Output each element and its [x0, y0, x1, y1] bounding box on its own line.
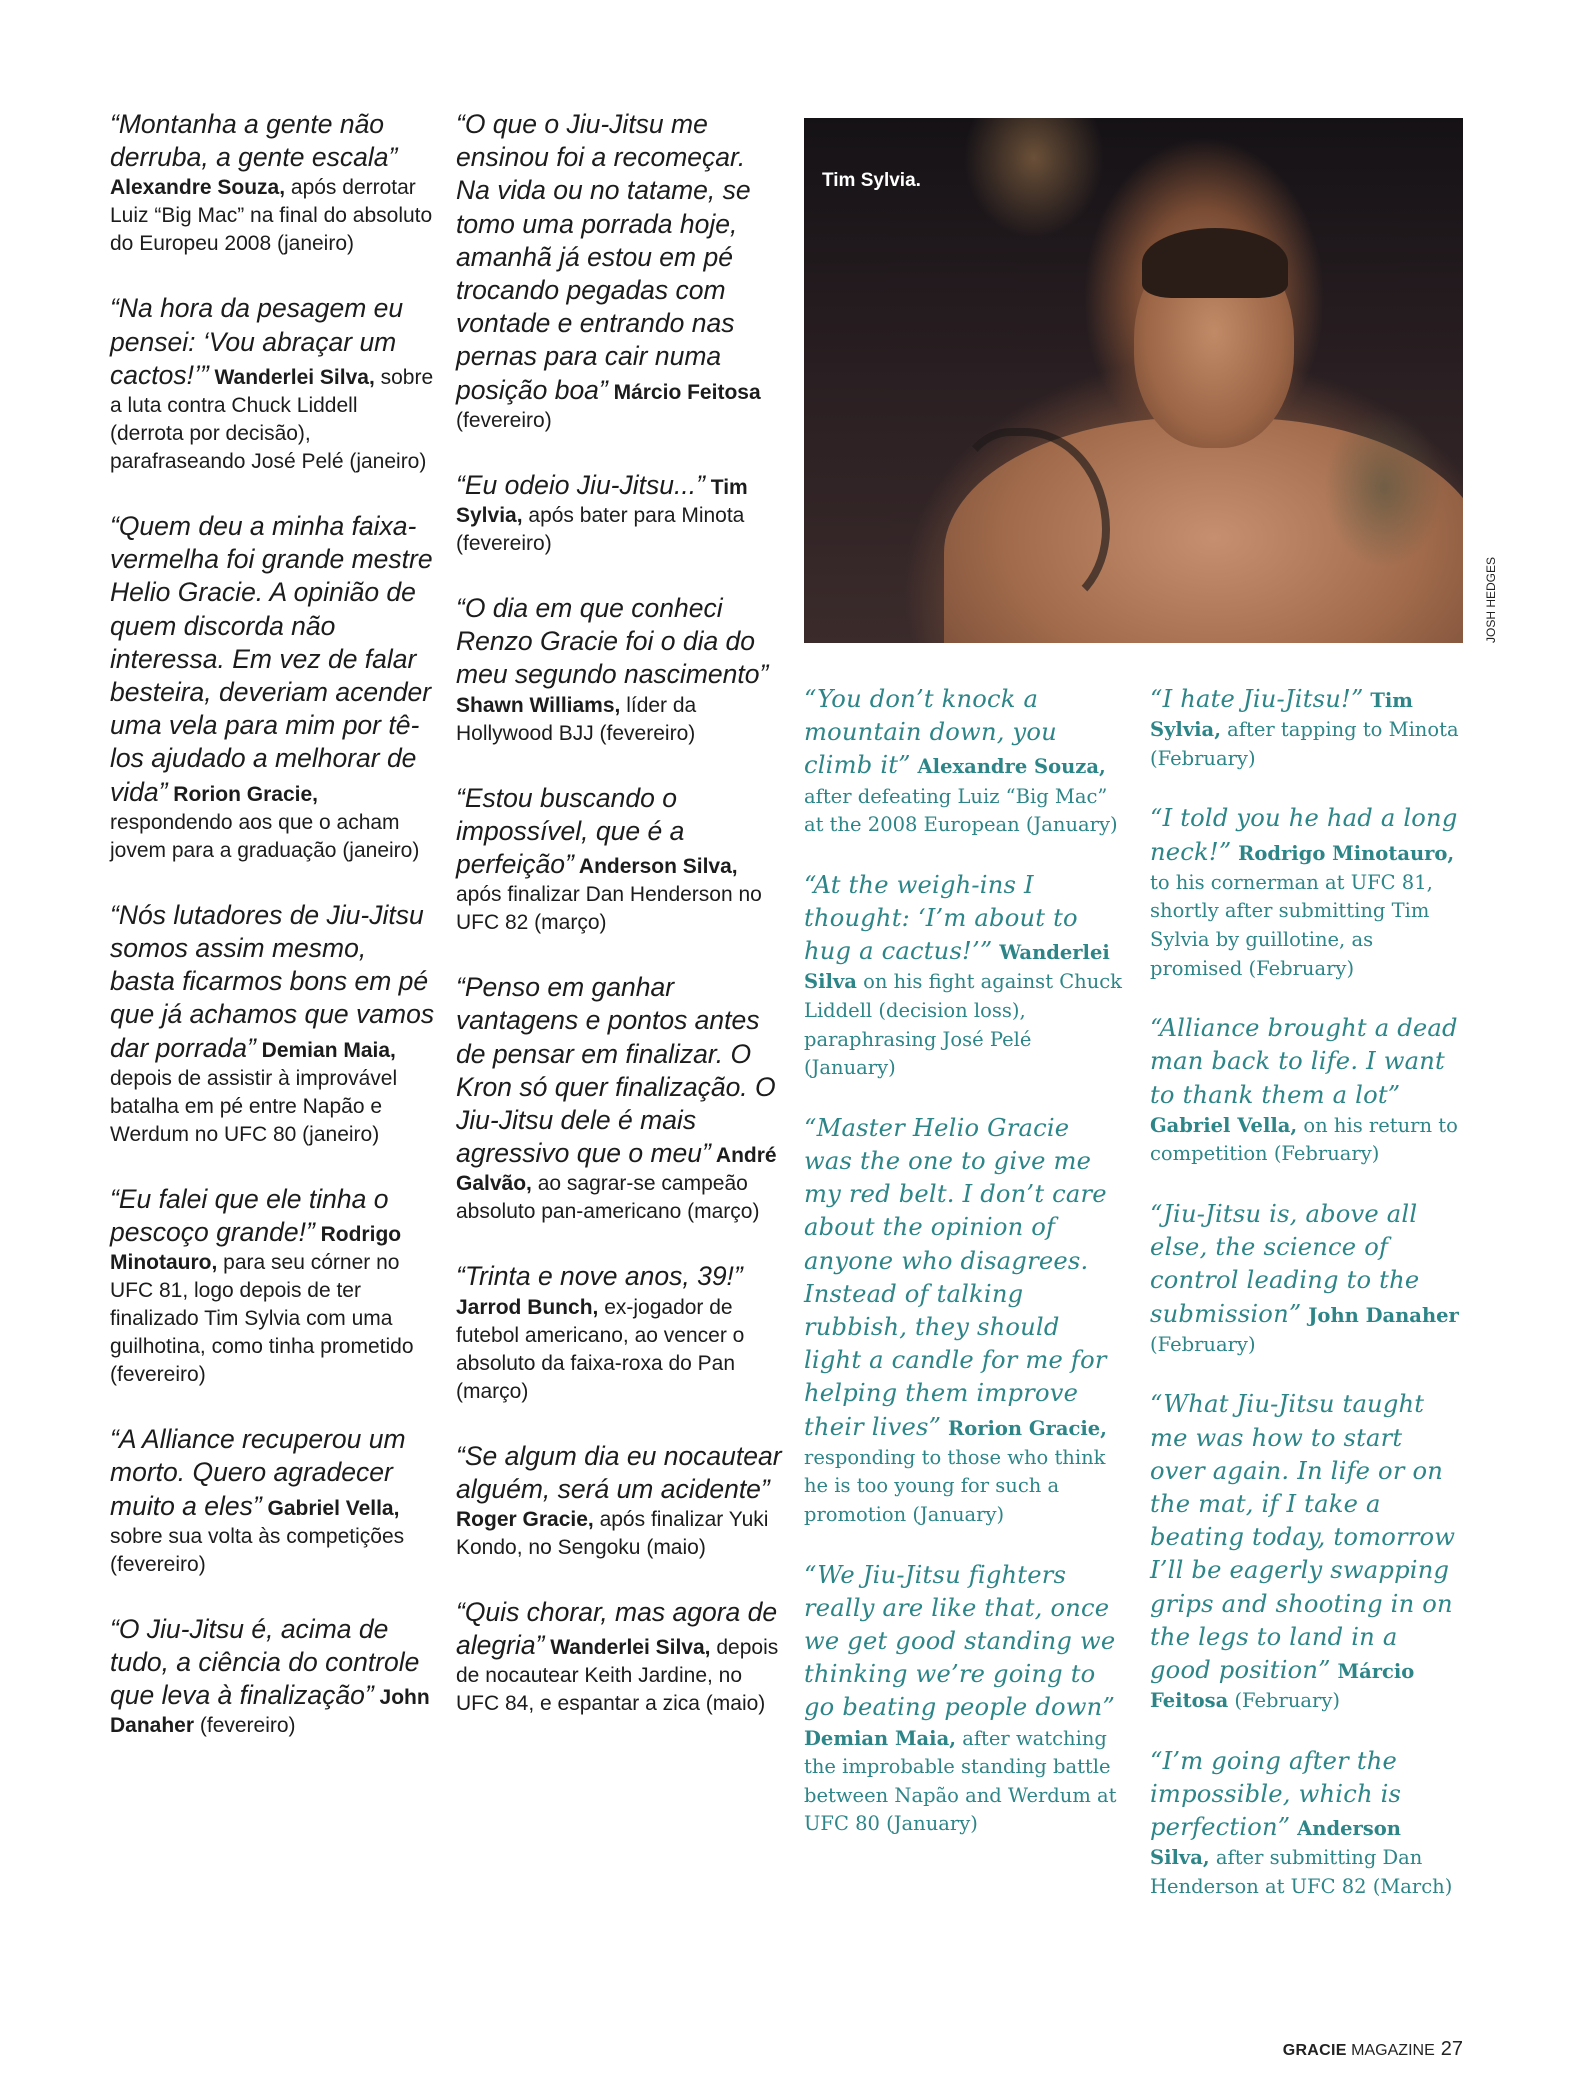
page-footer	[1283, 2038, 1463, 2061]
quote-entry	[110, 108, 435, 258]
quote-context: sobre a luta contra Chuck Liddell (derrota por decisão), parafraseando José Pelé (janeiro)	[110, 365, 434, 474]
quote-entry	[110, 1183, 435, 1389]
quote-entry	[804, 869, 1124, 1083]
magazine-brand: GRACIE	[1282, 2042, 1347, 2059]
quote-text: “O que o Jiu-Jitsu me ensinou foi a recomeçar. Na vida ou no tatame, se tomo uma porrada hoje, amanhã já estou em pé trocando pegadas com vontade e entrando nas pernas para cair numa posição boa”	[456, 109, 751, 405]
quote-author: Jarrod Bunch,	[456, 1295, 599, 1319]
quote-text: “Quem deu a minha faixa-vermelha foi grande mestre Helio Gracie. A opinião de quem discorda não interessa. Em vez de falar besteira, deveriam acender uma vela para mim por tê-los ajudado a melhorar de vida”	[110, 511, 433, 807]
quote-author: Wanderlei Silva,	[208, 365, 375, 389]
quote-entry	[1150, 1012, 1460, 1169]
quote-author: Rorion Gracie,	[167, 782, 318, 806]
quote-text: “Trinta e nove anos, 39!”	[456, 1261, 743, 1292]
quote-text: “I’m going after the impossible, which is perfection”	[1150, 1746, 1402, 1842]
quote-author: Shawn Williams,	[456, 693, 621, 717]
quote-author: Gabriel Vella,	[1150, 1113, 1298, 1137]
page-number: 27	[1440, 2038, 1463, 2060]
quote-author: Anderson Silva,	[1150, 1817, 1401, 1870]
english-column-1	[804, 683, 1124, 1868]
fighter-hair	[1142, 228, 1288, 298]
quote-entry	[804, 683, 1124, 840]
quote-author: Alexandre Souza,	[910, 755, 1106, 779]
quote-text: “O Jiu-Jitsu é, acima de tudo, a ciência do controle que leva à finalização”	[110, 1613, 420, 1711]
quote-author: Wanderlei Silva	[804, 941, 1110, 994]
quote-entry	[456, 1596, 786, 1718]
quote-text: “I told you he had a long neck!”	[1150, 804, 1458, 866]
quote-author: Rodrigo Minotauro,	[1231, 841, 1455, 865]
quote-author: Tim Sylvia,	[456, 475, 748, 528]
quote-text: “I hate Jiu-Jitsu!”	[1150, 685, 1364, 713]
quote-context: sobre sua volta às competições (fevereiro)	[110, 1524, 405, 1576]
quote-context: on his return to competition (February)	[1150, 1113, 1458, 1166]
quote-author: Gabriel Vella,	[261, 1496, 400, 1520]
quote-entry	[110, 1423, 435, 1579]
quote-entry	[1150, 683, 1460, 773]
photo-caption: Tim Sylvia.	[822, 170, 921, 191]
quote-context: after tapping to Minota (February)	[1150, 718, 1459, 770]
quote-author: Márcio Feitosa	[607, 380, 761, 404]
quote-text: “Quis chorar, mas agora de alegria”	[456, 1597, 778, 1661]
quote-entry	[456, 592, 786, 748]
quote-entry	[1150, 802, 1460, 983]
quote-author: Alexandre Souza,	[110, 176, 286, 200]
portuguese-column-1	[110, 108, 435, 1774]
quote-entry	[110, 899, 435, 1149]
quote-context: (fevereiro)	[194, 1714, 296, 1738]
quote-entry	[804, 1559, 1124, 1839]
quote-text: “Estou buscando o impossível, que é a perfeição”	[456, 782, 685, 880]
quote-text: “You don’t knock a mountain down, you climb it”	[804, 685, 1057, 780]
quote-author: John Danaher	[1301, 1303, 1459, 1327]
quote-text: “A Alliance recuperou um morto. Quero agradecer muito a eles”	[110, 1424, 406, 1521]
quote-context: após finalizar Dan Henderson no UFC 82 (março)	[456, 883, 762, 935]
quote-entry	[1150, 1198, 1460, 1359]
quote-context: depois de assistir à improvável batalha em pé entre Napão e Werdum no UFC 80 (janeiro)	[110, 1066, 398, 1146]
quote-context: após bater para Minota (fevereiro)	[456, 504, 745, 556]
tim-sylvia-photo	[804, 118, 1463, 643]
quote-author: Roger Gracie,	[456, 1508, 594, 1532]
quote-context: after watching the improbable standing battle between Napão and Werdum at UFC 80 (January)	[804, 1726, 1117, 1836]
quote-context: após finalizar Yuki Kondo, no Sengoku (maio)	[456, 1508, 769, 1560]
quote-entry	[456, 782, 786, 938]
quote-author: Demian Maia,	[804, 1726, 957, 1750]
arm-tattoo	[1324, 408, 1444, 568]
quote-context: ao sagrar-se campeão absoluto pan-americano (março)	[456, 1172, 760, 1224]
magazine-label: MAGAZINE	[1346, 2042, 1435, 2059]
quote-context: após derrotar Luiz “Big Mac” na final do absoluto do Europeu 2008 (janeiro)	[110, 176, 433, 256]
quote-text: “Alliance brought a dead man back to life. I want to thank them a lot”	[1150, 1014, 1458, 1109]
quote-entry	[456, 1260, 786, 1405]
english-column-2	[1150, 683, 1460, 1931]
quote-entry	[804, 1112, 1124, 1530]
quote-text: “O dia em que conheci Renzo Gracie foi o dia do meu segundo nascimento”	[456, 593, 769, 690]
quote-entry	[110, 510, 435, 865]
quote-text: “Penso em ganhar vantagens e pontos antes de pensar em finalizar. O Kron só quer finalização. O Jiu-Jitsu dele é mais agressivo que o meu”	[456, 972, 776, 1169]
quote-text: “Montanha a gente não derruba, a gente escala”	[110, 109, 398, 173]
quote-text: “Na hora da pesagem eu pensei: ‘Vou abraçar um cactos!’”	[110, 293, 404, 390]
quote-context: on his fight against Chuck Liddell (decision loss), paraphrasing José Pelé (January)	[804, 970, 1123, 1080]
quote-text: “What Jiu-Jitsu taught me was how to start over again. In life or on the mat, if I take a beating today, tomorrow I’ll be eagerly swapping grips and shooting in on the legs to land in a good position”	[1150, 1390, 1456, 1684]
quote-author: Tim Sylvia,	[1150, 689, 1413, 742]
quote-context: after submitting Dan Henderson at UFC 82 (March)	[1150, 1846, 1453, 1898]
quote-context: (February)	[1150, 1332, 1256, 1356]
quote-context: ex-jogador de futebol americano, ao vencer o absoluto da faixa-roxa do Pan (março)	[456, 1295, 745, 1403]
quote-context: para seu córner no UFC 81, logo depois de ter finalizado Tim Sylvia com uma guilhotina, como tinha prometido (fevereiro)	[110, 1251, 414, 1387]
quote-entry	[456, 469, 786, 558]
quote-context: after defeating Luiz “Big Mac” at the 2008 European (January)	[804, 784, 1118, 837]
quote-text: “Nós lutadores de Jiu-Jitsu somos assim mesmo, basta ficarmos bons em pé que já achamos que vamos dar porrada”	[110, 899, 435, 1063]
quote-entry	[456, 108, 786, 435]
quote-context: (fevereiro)	[456, 408, 552, 432]
quote-context: to his cornerman at UFC 81, shortly after submitting Tim Sylvia by guillotine, as promised (February)	[1150, 870, 1433, 980]
quote-text: “Jiu-Jitsu is, above all else, the science of control leading to the submission”	[1150, 1199, 1420, 1328]
quote-context: respondendo aos que o acham jovem para a graduação (janeiro)	[110, 810, 420, 862]
quote-author: André Galvão,	[456, 1144, 777, 1196]
quote-author: John Danaher	[110, 1686, 430, 1738]
quote-text: “Master Helio Gracie was the one to give me my red belt. I don’t care about the opinion of anyone who disagrees. Instead of talking rubbish, they should light a candle for me for helping them improve their lives”	[804, 1113, 1107, 1441]
quote-entry	[110, 292, 435, 476]
quote-author: Anderson Silva,	[573, 855, 738, 879]
quote-author: Demian Maia,	[255, 1038, 396, 1062]
quote-entry	[1150, 1745, 1460, 1902]
quote-text: “Eu falei que ele tinha o pescoço grande!”	[110, 1183, 389, 1248]
quote-author: Márcio Feitosa	[1150, 1660, 1415, 1713]
quote-context: depois de nocautear Keith Jardine, no UFC 84, e espantar a zica (maio)	[456, 1636, 779, 1716]
portuguese-column-2	[456, 108, 786, 1752]
quote-text: “At the weigh-ins I thought: ‘I’m about to hug a cactus!’”	[804, 870, 1078, 966]
quote-entry	[1150, 1388, 1460, 1715]
quote-context: (February)	[1228, 1689, 1340, 1713]
quote-text: “Eu odeio Jiu-Jitsu...”	[456, 469, 705, 500]
quote-entry	[456, 1440, 786, 1562]
quote-entry	[110, 1613, 435, 1741]
quote-context: líder da Hollywood BJJ (fevereiro)	[456, 693, 697, 745]
quote-context: responding to those who think he is too young for such a promotion (January)	[804, 1445, 1106, 1526]
quote-author: Rodrigo Minotauro,	[110, 1223, 402, 1275]
photo-credit: JOSH HEDGES	[1484, 556, 1498, 643]
quote-text: “We Jiu-Jitsu fighters really are like that, once we get good standing we thinking we’re going to go beating people down”	[804, 1560, 1116, 1722]
quote-author: Wanderlei Silva,	[544, 1636, 711, 1660]
quote-entry	[456, 971, 786, 1226]
quote-author: Rorion Gracie,	[941, 1416, 1107, 1440]
quote-text: “Se algum dia eu nocautear alguém, será um acidente”	[456, 1440, 782, 1504]
